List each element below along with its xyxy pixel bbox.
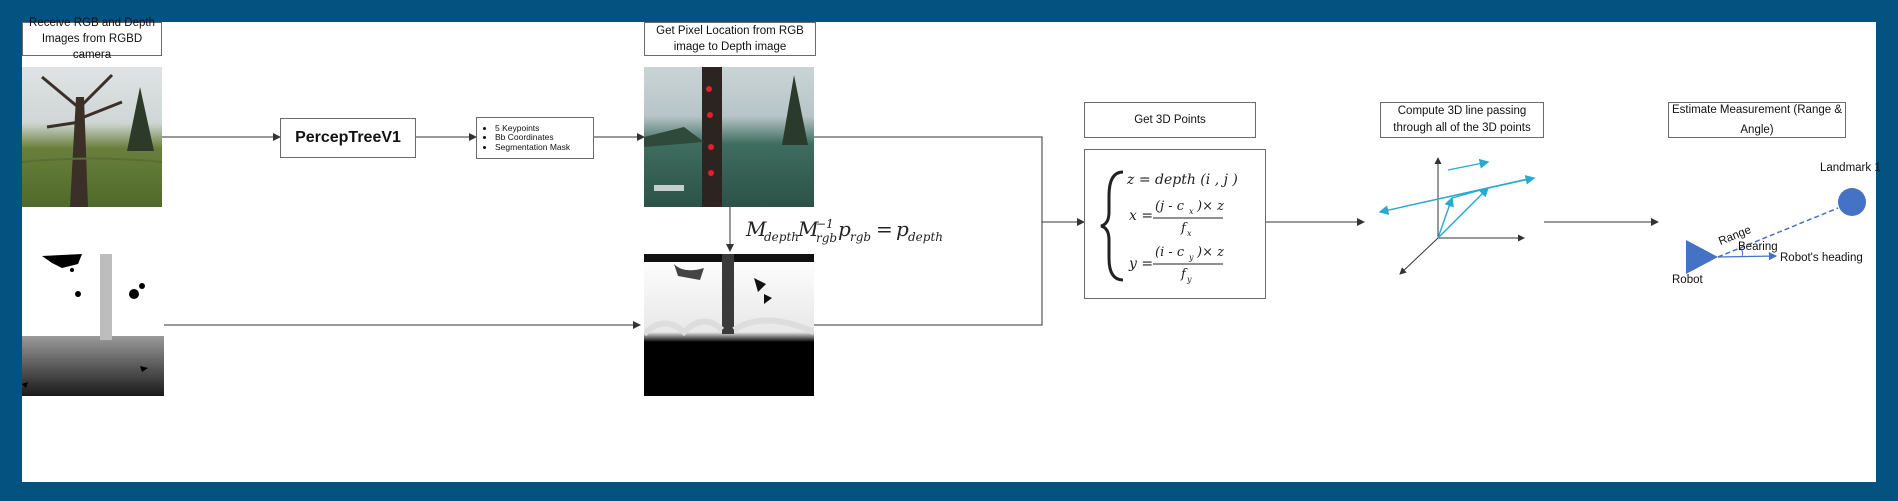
svg-text:depth: depth xyxy=(764,230,800,244)
keypoint-marker xyxy=(706,86,712,92)
svg-text:=: = xyxy=(876,217,893,241)
fitted-line-dir xyxy=(1402,178,1534,207)
svg-text:rgb: rgb xyxy=(850,230,872,244)
bearing-label: Bearing xyxy=(1738,241,1778,253)
svg-text:y: y xyxy=(1189,253,1194,262)
svg-text:p: p xyxy=(838,217,851,241)
y-axis xyxy=(1400,238,1438,274)
heading-arrow xyxy=(1718,256,1776,257)
rgb-camera-image xyxy=(22,67,162,207)
robot-label: Robot xyxy=(1672,274,1703,286)
keypoint-marker xyxy=(708,144,714,150)
svg-text:depth: depth xyxy=(908,230,944,244)
keypoint-marker xyxy=(707,112,713,118)
depth-camera-image xyxy=(22,254,164,396)
model-outputs-list xyxy=(481,124,570,153)
svg-text:M: M xyxy=(746,217,767,241)
landmark-marker xyxy=(1838,188,1866,216)
svg-text:y =: y = xyxy=(1129,256,1154,272)
receive-images-box: Receive RGB and Depth Images from RGBD camera xyxy=(22,22,162,56)
svg-text:f: f xyxy=(1181,221,1186,236)
svg-text:)× z: )× z xyxy=(1197,199,1224,214)
svg-text:(i - c: (i - c xyxy=(1155,245,1185,260)
pipeline-diagram xyxy=(22,17,1881,482)
rgb-annotated-image xyxy=(644,67,814,207)
measurement-diagram xyxy=(1658,162,1876,282)
get-3d-points-box: Get 3D Points xyxy=(1084,102,1256,138)
svg-text:p: p xyxy=(896,217,909,241)
output-item: • Segmentation Mask xyxy=(495,143,570,153)
svg-text:(j - c: (j - c xyxy=(1155,199,1185,214)
svg-text:−1: −1 xyxy=(816,217,834,231)
rgb-annotated-scene xyxy=(644,67,814,207)
pixel-location-box: Get Pixel Location from RGB image to Depth image xyxy=(644,22,816,56)
svg-text:x: x xyxy=(1187,229,1192,238)
line-rgb-to-merge xyxy=(814,137,1042,222)
3d-line-plot xyxy=(1362,150,1562,290)
output-item: • 5 Keypoints xyxy=(495,124,570,134)
svg-text:rgb: rgb xyxy=(816,231,838,245)
transform-equation xyxy=(744,214,984,250)
robot-marker xyxy=(1686,240,1718,274)
connector-lines xyxy=(22,22,1876,482)
svg-text:f: f xyxy=(1181,267,1186,282)
depth-photo-scene xyxy=(22,254,164,396)
svg-text:x: x xyxy=(1189,207,1194,216)
output-item: • Bb Coordinates xyxy=(495,133,570,143)
svg-text:M: M xyxy=(798,217,819,241)
svg-text:y: y xyxy=(1187,275,1192,284)
model-outputs-box xyxy=(476,117,594,159)
rgb-photo-scene xyxy=(22,67,162,207)
depth-annotated-image xyxy=(644,254,814,396)
estimate-measurement-box: Estimate Measurement (Range & Angle) xyxy=(1668,102,1846,138)
svg-text:z = depth (i , j ): z = depth (i , j ) xyxy=(1127,172,1238,188)
range-label: Range xyxy=(1716,224,1753,248)
depth-annotated-scene xyxy=(644,254,814,396)
svg-text:x =: x = xyxy=(1129,208,1154,224)
heading-label: Robot's heading xyxy=(1780,252,1863,264)
landmark-label: Landmark 1 xyxy=(1820,162,1881,174)
perceptree-model-box: PercepTreeV1 xyxy=(280,118,416,158)
direction-vector xyxy=(1448,162,1488,170)
projection-equations-box xyxy=(1084,149,1266,299)
compute-3d-line-box: Compute 3D line passing through all of the 3D points xyxy=(1380,102,1544,138)
point-vector xyxy=(1438,198,1452,238)
svg-text:)× z: )× z xyxy=(1197,245,1224,260)
keypoint-marker xyxy=(708,170,714,176)
